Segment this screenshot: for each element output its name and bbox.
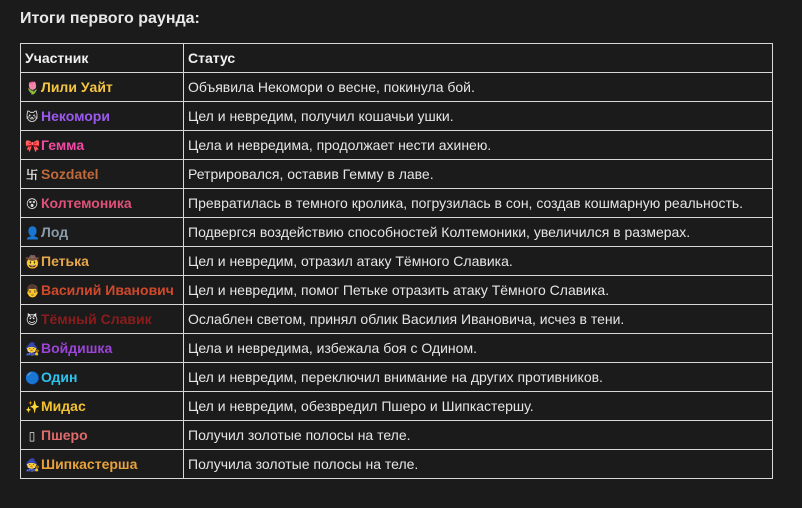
status-cell: Объявила Некомори о весне, покинула бой. <box>184 73 773 102</box>
status-cell: Ретрировался, оставив Гемму в лаве. <box>184 160 773 189</box>
table-row <box>21 392 773 421</box>
participant-emoji-icon: 😵 <box>25 197 39 211</box>
participant-name: Лили Уайт <box>41 79 113 95</box>
status-cell: Ослаблен светом, принял облик Василия Ивановича, исчез в тени. <box>184 305 773 334</box>
participant-name: Один <box>41 369 78 385</box>
participant-name: Петька <box>41 253 89 269</box>
column-header-participant: Участник <box>21 44 184 73</box>
participant-name: Некомори <box>41 108 110 124</box>
participant-emoji-icon: 🧙 <box>25 342 40 356</box>
participant-name: Гемма <box>41 137 85 153</box>
status-cell: Цел и невредим, получил кошачьи ушки. <box>184 102 773 131</box>
table-row <box>21 421 773 450</box>
table-row <box>21 160 773 189</box>
table-row <box>21 305 773 334</box>
participant-emoji-icon: 🐱 <box>25 110 39 124</box>
participant-name: Sozdatel <box>41 165 99 182</box>
participant-name: Лод <box>41 224 69 240</box>
table-row <box>21 102 773 131</box>
table-row <box>21 189 773 218</box>
participant-cell <box>21 421 184 450</box>
participant-cell <box>21 363 184 392</box>
results-table <box>20 43 773 479</box>
participant-emoji-icon: 卐 <box>25 167 38 182</box>
participant-emoji-icon: 😈 <box>25 313 39 327</box>
participant-cell <box>21 73 184 102</box>
table-row <box>21 247 773 276</box>
table-row <box>21 73 773 102</box>
participant-emoji-icon: ✨ <box>25 400 40 414</box>
participant-emoji-icon: 🧙 <box>25 458 40 472</box>
participant-name: Пшеро <box>41 427 88 443</box>
participant-emoji-icon: ▯ <box>28 429 36 443</box>
status-cell: Превратилась в темного кролика, погрузилась в сон, создав кошмарную реальность. <box>184 189 773 218</box>
participant-name: Колтемоника <box>41 195 132 211</box>
participant-cell <box>21 160 184 189</box>
participant-cell <box>21 131 184 160</box>
participant-name: Василий Иванович <box>41 282 174 298</box>
round-results-title: Итоги первого раунда: <box>20 10 200 27</box>
table-row <box>21 334 773 363</box>
table-row <box>21 276 773 305</box>
status-cell: Цела и невредима, избежала боя с Одином. <box>184 334 773 363</box>
status-cell: Цел и невредим, отразил атаку Тёмного Славика. <box>184 247 773 276</box>
participant-name: Тёмный Славик <box>41 311 152 327</box>
participant-cell <box>21 218 184 247</box>
participant-cell <box>21 450 184 479</box>
participant-cell <box>21 102 184 131</box>
participant-emoji-icon: 🔵 <box>25 371 40 385</box>
participant-emoji-icon: 👨 <box>25 284 40 298</box>
participant-cell <box>21 189 184 218</box>
column-header-status: Статус <box>184 44 773 73</box>
table-row <box>21 450 773 479</box>
participant-name: Войдишка <box>41 340 113 356</box>
status-cell: Цел и невредим, помог Петьке отразить атаку Тёмного Славика. <box>184 276 773 305</box>
participant-cell <box>21 392 184 421</box>
participant-emoji-icon: 👤 <box>25 226 40 240</box>
participant-emoji-icon: 🎀 <box>25 139 40 153</box>
participant-name: Шипкастерша <box>41 456 138 472</box>
participant-emoji-icon: 🌷 <box>25 81 40 95</box>
participant-cell <box>21 305 184 334</box>
participant-emoji-icon: 🤠 <box>25 255 40 269</box>
status-cell: Цел и невредим, обезвредил Пшеро и Шипкастершу. <box>184 392 773 421</box>
status-cell: Цела и невредима, продолжает нести ахинею. <box>184 131 773 160</box>
table-row <box>21 363 773 392</box>
table-row <box>21 218 773 247</box>
status-cell: Подвергся воздействию способностей Колтемоники, увеличился в размерах. <box>184 218 773 247</box>
participant-cell <box>21 276 184 305</box>
status-cell: Получил золотые полосы на теле. <box>184 421 773 450</box>
table-row <box>21 131 773 160</box>
participant-cell <box>21 334 184 363</box>
participant-name: Мидас <box>41 398 86 414</box>
status-cell: Цел и невредим, переключил внимание на других противников. <box>184 363 773 392</box>
participant-cell <box>21 247 184 276</box>
status-cell: Получила золотые полосы на теле. <box>184 450 773 479</box>
table-header-row <box>21 44 773 73</box>
